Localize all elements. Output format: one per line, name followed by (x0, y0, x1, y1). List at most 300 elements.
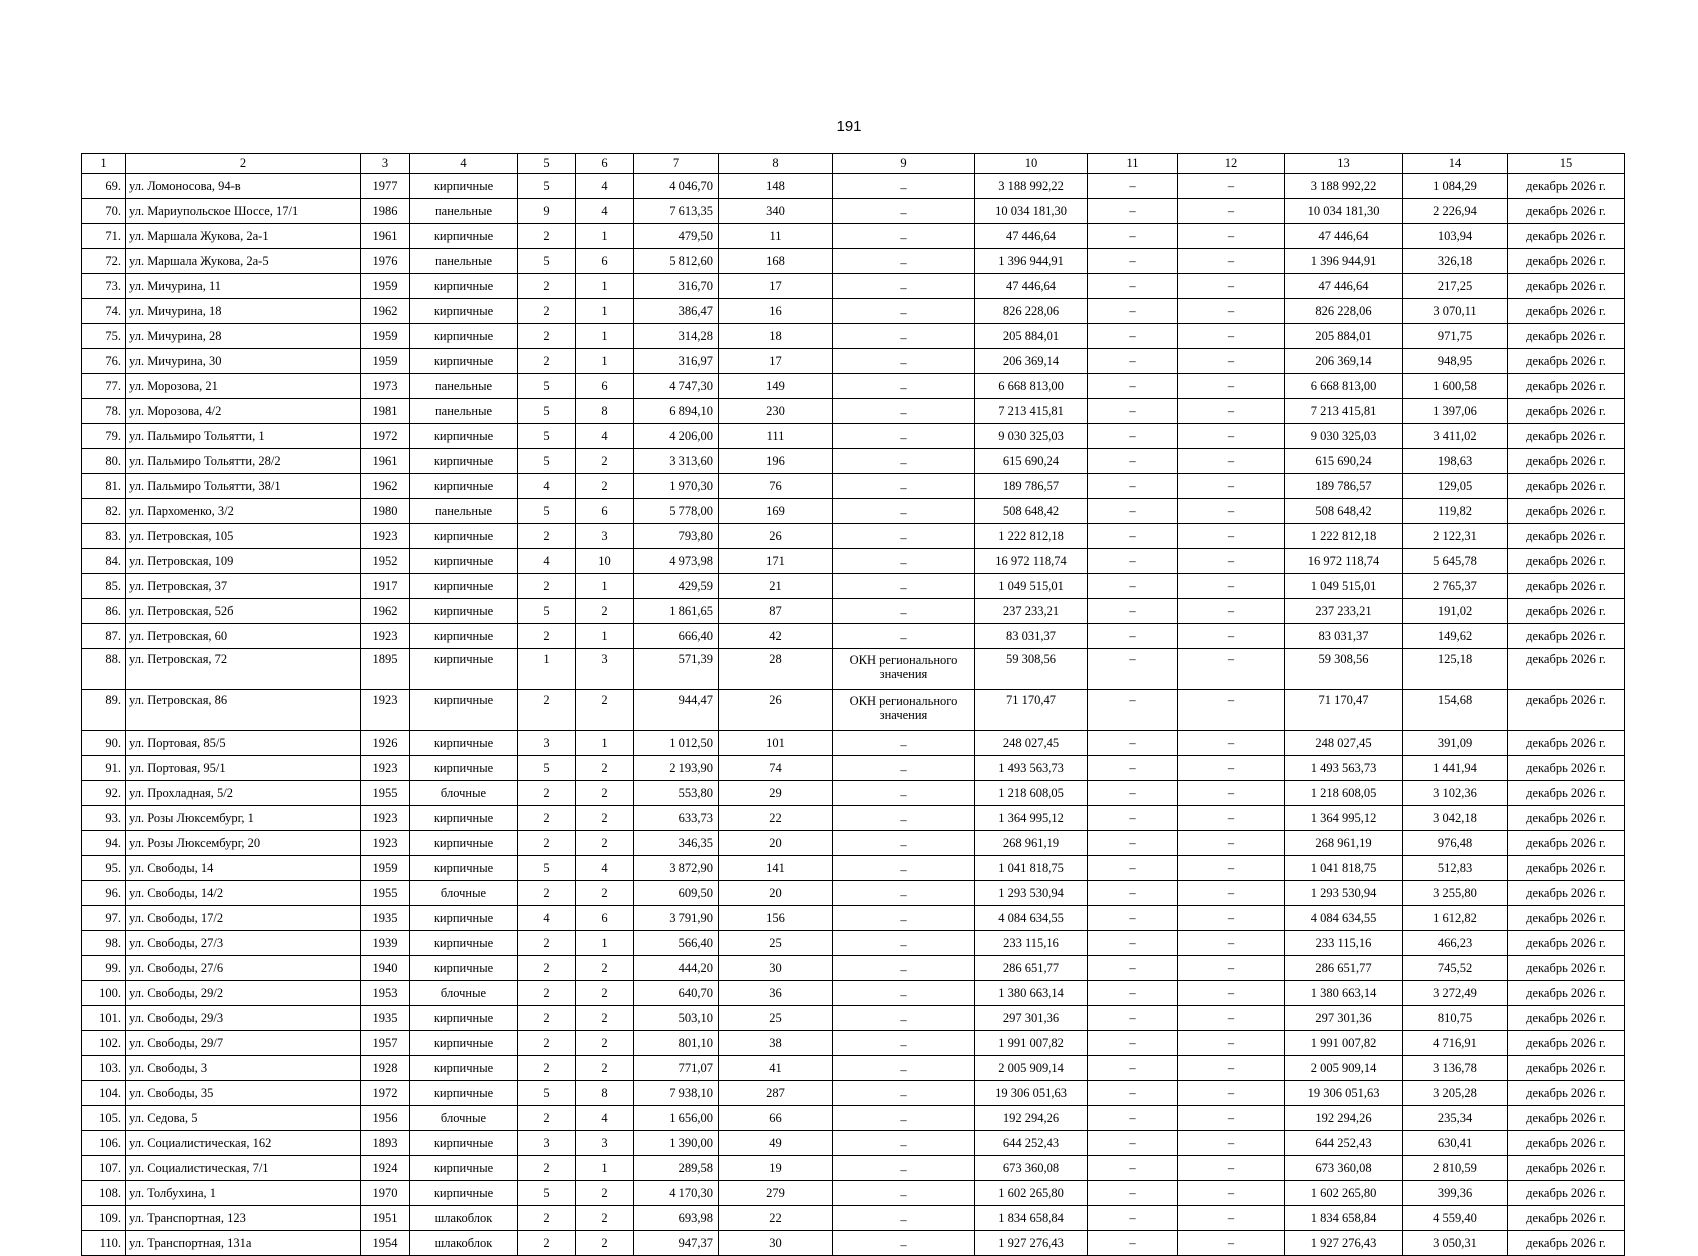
row-number: 107. (82, 1156, 126, 1181)
total-area: 801,10 (634, 1031, 719, 1056)
cost-13: 673 360,08 (1285, 1156, 1403, 1181)
year-built: 1893 (361, 1131, 410, 1156)
cost-total: 248 027,45 (975, 731, 1088, 756)
row-number: 89. (82, 690, 126, 731)
cost-11: – (1088, 274, 1178, 299)
year-built: 1939 (361, 931, 410, 956)
entrances: 2 (576, 831, 634, 856)
cost-total: 826 228,06 (975, 299, 1088, 324)
wall-material: кирпичные (410, 599, 518, 624)
address: ул. Портовая, 95/1 (126, 756, 361, 781)
wall-material: блочные (410, 1106, 518, 1131)
heritage-status: – (833, 1056, 975, 1081)
cost-per-sqm: 1 600,58 (1403, 374, 1508, 399)
cost-11: – (1088, 624, 1178, 649)
floors: 2 (518, 574, 576, 599)
cost-13: 6 668 813,00 (1285, 374, 1403, 399)
residents: 196 (719, 449, 833, 474)
cost-total: 1 222 812,18 (975, 524, 1088, 549)
cost-total: 1 493 563,73 (975, 756, 1088, 781)
address: ул. Мичурина, 30 (126, 349, 361, 374)
cost-13: 19 306 051,63 (1285, 1081, 1403, 1106)
cost-12: – (1178, 781, 1285, 806)
planned-date: декабрь 2026 г. (1508, 499, 1625, 524)
address: ул. Мичурина, 18 (126, 299, 361, 324)
table-row (82, 806, 1625, 831)
cost-total: 6 668 813,00 (975, 374, 1088, 399)
cost-11: – (1088, 856, 1178, 881)
wall-material: кирпичные (410, 906, 518, 931)
residents: 49 (719, 1131, 833, 1156)
heritage-status: – (833, 574, 975, 599)
wall-material: кирпичные (410, 474, 518, 499)
cost-total: 1 991 007,82 (975, 1031, 1088, 1056)
planned-date: декабрь 2026 г. (1508, 474, 1625, 499)
cost-12: – (1178, 374, 1285, 399)
heritage-status: – (833, 349, 975, 374)
wall-material: кирпичные (410, 831, 518, 856)
planned-date: декабрь 2026 г. (1508, 249, 1625, 274)
cost-total: 2 005 909,14 (975, 1056, 1088, 1081)
wall-material: кирпичные (410, 649, 518, 690)
cost-per-sqm: 976,48 (1403, 831, 1508, 856)
year-built: 1926 (361, 731, 410, 756)
cost-12: – (1178, 324, 1285, 349)
planned-date: декабрь 2026 г. (1508, 349, 1625, 374)
cost-12: – (1178, 299, 1285, 324)
floors: 5 (518, 1081, 576, 1106)
heritage-status: – (833, 931, 975, 956)
address: ул. Маршала Жукова, 2а-5 (126, 249, 361, 274)
heritage-status: – (833, 1006, 975, 1031)
residents: 36 (719, 981, 833, 1006)
total-area: 640,70 (634, 981, 719, 1006)
cost-per-sqm: 466,23 (1403, 931, 1508, 956)
wall-material: кирпичные (410, 574, 518, 599)
cost-per-sqm: 2 122,31 (1403, 524, 1508, 549)
cost-12: – (1178, 1006, 1285, 1031)
address: ул. Прохладная, 5/2 (126, 781, 361, 806)
cost-11: – (1088, 399, 1178, 424)
cost-12: – (1178, 474, 1285, 499)
cost-total: 4 084 634,55 (975, 906, 1088, 931)
year-built: 1959 (361, 856, 410, 881)
row-number: 79. (82, 424, 126, 449)
cost-per-sqm: 1 084,29 (1403, 174, 1508, 199)
table-row (82, 399, 1625, 424)
cost-12: – (1178, 806, 1285, 831)
cost-per-sqm: 198,63 (1403, 449, 1508, 474)
row-number: 95. (82, 856, 126, 881)
entrances: 1 (576, 574, 634, 599)
row-number: 86. (82, 599, 126, 624)
cost-11: – (1088, 756, 1178, 781)
year-built: 1951 (361, 1206, 410, 1231)
planned-date: декабрь 2026 г. (1508, 549, 1625, 574)
wall-material: кирпичные (410, 299, 518, 324)
cost-12: – (1178, 624, 1285, 649)
total-area: 3 872,90 (634, 856, 719, 881)
address: ул. Транспортная, 123 (126, 1206, 361, 1231)
cost-13: 83 031,37 (1285, 624, 1403, 649)
cost-total: 47 446,64 (975, 274, 1088, 299)
floors: 5 (518, 756, 576, 781)
row-number: 96. (82, 881, 126, 906)
total-area: 4 973,98 (634, 549, 719, 574)
heritage-status: – (833, 449, 975, 474)
entrances: 2 (576, 1231, 634, 1256)
cost-13: 189 786,57 (1285, 474, 1403, 499)
address: ул. Свободы, 29/7 (126, 1031, 361, 1056)
cost-11: – (1088, 1106, 1178, 1131)
cost-13: 1 041 818,75 (1285, 856, 1403, 881)
residents: 101 (719, 731, 833, 756)
row-number: 81. (82, 474, 126, 499)
cost-11: – (1088, 324, 1178, 349)
cost-total: 1 364 995,12 (975, 806, 1088, 831)
planned-date: декабрь 2026 г. (1508, 649, 1625, 690)
floors: 2 (518, 690, 576, 731)
cost-per-sqm: 745,52 (1403, 956, 1508, 981)
table-row (82, 1006, 1625, 1031)
cost-13: 268 961,19 (1285, 831, 1403, 856)
address: ул. Петровская, 109 (126, 549, 361, 574)
cost-12: – (1178, 906, 1285, 931)
cost-total: 237 233,21 (975, 599, 1088, 624)
cost-per-sqm: 149,62 (1403, 624, 1508, 649)
cost-per-sqm: 971,75 (1403, 324, 1508, 349)
year-built: 1976 (361, 249, 410, 274)
table-row (82, 1081, 1625, 1106)
table-row (82, 1231, 1625, 1256)
table-row (82, 274, 1625, 299)
cost-12: – (1178, 424, 1285, 449)
wall-material: панельные (410, 374, 518, 399)
address: ул. Портовая, 85/5 (126, 731, 361, 756)
floors: 2 (518, 1206, 576, 1231)
cost-total: 1 380 663,14 (975, 981, 1088, 1006)
row-number: 70. (82, 199, 126, 224)
cost-per-sqm: 630,41 (1403, 1131, 1508, 1156)
cost-13: 192 294,26 (1285, 1106, 1403, 1131)
year-built: 1955 (361, 781, 410, 806)
column-header: 9 (833, 154, 975, 174)
row-number: 102. (82, 1031, 126, 1056)
floors: 5 (518, 424, 576, 449)
residents: 18 (719, 324, 833, 349)
cost-12: – (1178, 1206, 1285, 1231)
table-row (82, 599, 1625, 624)
address: ул. Маршала Жукова, 2а-1 (126, 224, 361, 249)
cost-13: 16 972 118,74 (1285, 549, 1403, 574)
entrances: 1 (576, 1156, 634, 1181)
heritage-status: – (833, 599, 975, 624)
wall-material: кирпичные (410, 1131, 518, 1156)
cost-per-sqm: 2 765,37 (1403, 574, 1508, 599)
residents: 17 (719, 349, 833, 374)
page-number: 191 (836, 118, 862, 135)
table-header-row (82, 154, 1625, 174)
cost-11: – (1088, 806, 1178, 831)
cost-13: 205 884,01 (1285, 324, 1403, 349)
cost-12: – (1178, 549, 1285, 574)
planned-date: декабрь 2026 г. (1508, 324, 1625, 349)
cost-11: – (1088, 1056, 1178, 1081)
residents: 169 (719, 499, 833, 524)
cost-11: – (1088, 906, 1178, 931)
table-row (82, 1206, 1625, 1231)
total-area: 7 938,10 (634, 1081, 719, 1106)
residents: 22 (719, 806, 833, 831)
wall-material: кирпичные (410, 524, 518, 549)
cost-11: – (1088, 249, 1178, 274)
entrances: 1 (576, 731, 634, 756)
wall-material: кирпичные (410, 690, 518, 731)
planned-date: декабрь 2026 г. (1508, 199, 1625, 224)
residents: 29 (719, 781, 833, 806)
cost-12: – (1178, 224, 1285, 249)
cost-12: – (1178, 649, 1285, 690)
total-area: 566,40 (634, 931, 719, 956)
table-row (82, 756, 1625, 781)
address: ул. Свободы, 29/3 (126, 1006, 361, 1031)
total-area: 429,59 (634, 574, 719, 599)
residents: 149 (719, 374, 833, 399)
wall-material: кирпичные (410, 1156, 518, 1181)
cost-11: – (1088, 649, 1178, 690)
cost-total: 1 927 276,43 (975, 1231, 1088, 1256)
floors: 5 (518, 249, 576, 274)
planned-date: декабрь 2026 г. (1508, 424, 1625, 449)
planned-date: декабрь 2026 г. (1508, 690, 1625, 731)
total-area: 3 791,90 (634, 906, 719, 931)
floors: 2 (518, 324, 576, 349)
cost-13: 644 252,43 (1285, 1131, 1403, 1156)
year-built: 1986 (361, 199, 410, 224)
table-row (82, 731, 1625, 756)
column-header: 12 (1178, 154, 1285, 174)
table-row (82, 199, 1625, 224)
planned-date: декабрь 2026 г. (1508, 956, 1625, 981)
cost-per-sqm: 948,95 (1403, 349, 1508, 374)
floors: 2 (518, 1106, 576, 1131)
wall-material: панельные (410, 249, 518, 274)
planned-date: декабрь 2026 г. (1508, 1206, 1625, 1231)
cost-11: – (1088, 1181, 1178, 1206)
table-body (82, 174, 1625, 1256)
table-row (82, 449, 1625, 474)
column-header: 1 (82, 154, 126, 174)
cost-per-sqm: 191,02 (1403, 599, 1508, 624)
entrances: 2 (576, 956, 634, 981)
wall-material: кирпичные (410, 424, 518, 449)
address: ул. Петровская, 105 (126, 524, 361, 549)
address: ул. Свободы, 14 (126, 856, 361, 881)
cost-per-sqm: 3 050,31 (1403, 1231, 1508, 1256)
total-area: 793,80 (634, 524, 719, 549)
address: ул. Социалистическая, 7/1 (126, 1156, 361, 1181)
planned-date: декабрь 2026 г. (1508, 856, 1625, 881)
residents: 141 (719, 856, 833, 881)
table-row (82, 956, 1625, 981)
cost-13: 826 228,06 (1285, 299, 1403, 324)
year-built: 1972 (361, 424, 410, 449)
row-number: 77. (82, 374, 126, 399)
row-number: 108. (82, 1181, 126, 1206)
wall-material: кирпичные (410, 174, 518, 199)
address: ул. Свободы, 17/2 (126, 906, 361, 931)
wall-material: кирпичные (410, 624, 518, 649)
residents: 19 (719, 1156, 833, 1181)
row-number: 87. (82, 624, 126, 649)
cost-12: – (1178, 831, 1285, 856)
cost-per-sqm: 3 042,18 (1403, 806, 1508, 831)
year-built: 1923 (361, 806, 410, 831)
year-built: 1980 (361, 499, 410, 524)
table-row (82, 499, 1625, 524)
entrances: 2 (576, 1181, 634, 1206)
row-number: 80. (82, 449, 126, 474)
year-built: 1923 (361, 756, 410, 781)
planned-date: декабрь 2026 г. (1508, 756, 1625, 781)
cost-total: 7 213 415,81 (975, 399, 1088, 424)
wall-material: кирпичные (410, 549, 518, 574)
planned-date: декабрь 2026 г. (1508, 731, 1625, 756)
row-number: 93. (82, 806, 126, 831)
cost-total: 19 306 051,63 (975, 1081, 1088, 1106)
total-area: 633,73 (634, 806, 719, 831)
address: ул. Пальмиро Тольятти, 28/2 (126, 449, 361, 474)
wall-material: кирпичные (410, 806, 518, 831)
entrances: 6 (576, 906, 634, 931)
heritage-status: – (833, 274, 975, 299)
total-area: 947,37 (634, 1231, 719, 1256)
row-number: 90. (82, 731, 126, 756)
year-built: 1952 (361, 549, 410, 574)
year-built: 1923 (361, 831, 410, 856)
cost-11: – (1088, 731, 1178, 756)
year-built: 1961 (361, 224, 410, 249)
floors: 3 (518, 731, 576, 756)
wall-material: блочные (410, 881, 518, 906)
year-built: 1962 (361, 474, 410, 499)
total-area: 6 894,10 (634, 399, 719, 424)
wall-material: блочные (410, 781, 518, 806)
cost-11: – (1088, 881, 1178, 906)
cost-11: – (1088, 299, 1178, 324)
cost-total: 1 834 658,84 (975, 1206, 1088, 1231)
wall-material: кирпичные (410, 731, 518, 756)
cost-per-sqm: 154,68 (1403, 690, 1508, 731)
cost-total: 71 170,47 (975, 690, 1088, 731)
wall-material: панельные (410, 199, 518, 224)
cost-total: 16 972 118,74 (975, 549, 1088, 574)
total-area: 609,50 (634, 881, 719, 906)
cost-11: – (1088, 174, 1178, 199)
planned-date: декабрь 2026 г. (1508, 1231, 1625, 1256)
cost-11: – (1088, 499, 1178, 524)
heritage-status: – (833, 1231, 975, 1256)
heritage-status: – (833, 881, 975, 906)
wall-material: шлакоблок (410, 1206, 518, 1231)
wall-material: кирпичные (410, 931, 518, 956)
wall-material: кирпичные (410, 349, 518, 374)
address: ул. Петровская, 72 (126, 649, 361, 690)
total-area: 2 193,90 (634, 756, 719, 781)
cost-per-sqm: 2 810,59 (1403, 1156, 1508, 1181)
planned-date: декабрь 2026 г. (1508, 174, 1625, 199)
year-built: 1959 (361, 349, 410, 374)
table-row (82, 781, 1625, 806)
residents: 26 (719, 690, 833, 731)
floors: 2 (518, 299, 576, 324)
entrances: 4 (576, 1106, 634, 1131)
year-built: 1973 (361, 374, 410, 399)
cost-11: – (1088, 690, 1178, 731)
cost-13: 7 213 415,81 (1285, 399, 1403, 424)
residents: 156 (719, 906, 833, 931)
planned-date: декабрь 2026 г. (1508, 274, 1625, 299)
total-area: 5 778,00 (634, 499, 719, 524)
cost-12: – (1178, 731, 1285, 756)
total-area: 571,39 (634, 649, 719, 690)
housing-table (81, 153, 1625, 1256)
heritage-status: – (833, 249, 975, 274)
year-built: 1959 (361, 324, 410, 349)
address: ул. Морозова, 21 (126, 374, 361, 399)
cost-per-sqm: 3 102,36 (1403, 781, 1508, 806)
cost-11: – (1088, 599, 1178, 624)
row-number: 98. (82, 931, 126, 956)
cost-13: 47 446,64 (1285, 274, 1403, 299)
total-area: 1 970,30 (634, 474, 719, 499)
cost-11: – (1088, 781, 1178, 806)
planned-date: декабрь 2026 г. (1508, 781, 1625, 806)
total-area: 5 812,60 (634, 249, 719, 274)
table-row (82, 1106, 1625, 1131)
cost-total: 1 602 265,80 (975, 1181, 1088, 1206)
cost-total: 644 252,43 (975, 1131, 1088, 1156)
year-built: 1923 (361, 624, 410, 649)
cost-per-sqm: 1 441,94 (1403, 756, 1508, 781)
table-row (82, 649, 1625, 690)
table-row (82, 856, 1625, 881)
residents: 74 (719, 756, 833, 781)
cost-13: 2 005 909,14 (1285, 1056, 1403, 1081)
cost-12: – (1178, 1156, 1285, 1181)
residents: 42 (719, 624, 833, 649)
cost-total: 59 308,56 (975, 649, 1088, 690)
address: ул. Свободы, 3 (126, 1056, 361, 1081)
residents: 41 (719, 1056, 833, 1081)
planned-date: декабрь 2026 г. (1508, 1156, 1625, 1181)
total-area: 4 206,00 (634, 424, 719, 449)
floors: 5 (518, 449, 576, 474)
floors: 2 (518, 1156, 576, 1181)
row-number: 110. (82, 1231, 126, 1256)
cost-13: 233 115,16 (1285, 931, 1403, 956)
row-number: 73. (82, 274, 126, 299)
cost-11: – (1088, 224, 1178, 249)
heritage-status: – (833, 549, 975, 574)
year-built: 1895 (361, 649, 410, 690)
cost-13: 1 218 608,05 (1285, 781, 1403, 806)
column-header: 3 (361, 154, 410, 174)
cost-13: 59 308,56 (1285, 649, 1403, 690)
column-header: 4 (410, 154, 518, 174)
entrances: 2 (576, 781, 634, 806)
cost-per-sqm: 103,94 (1403, 224, 1508, 249)
